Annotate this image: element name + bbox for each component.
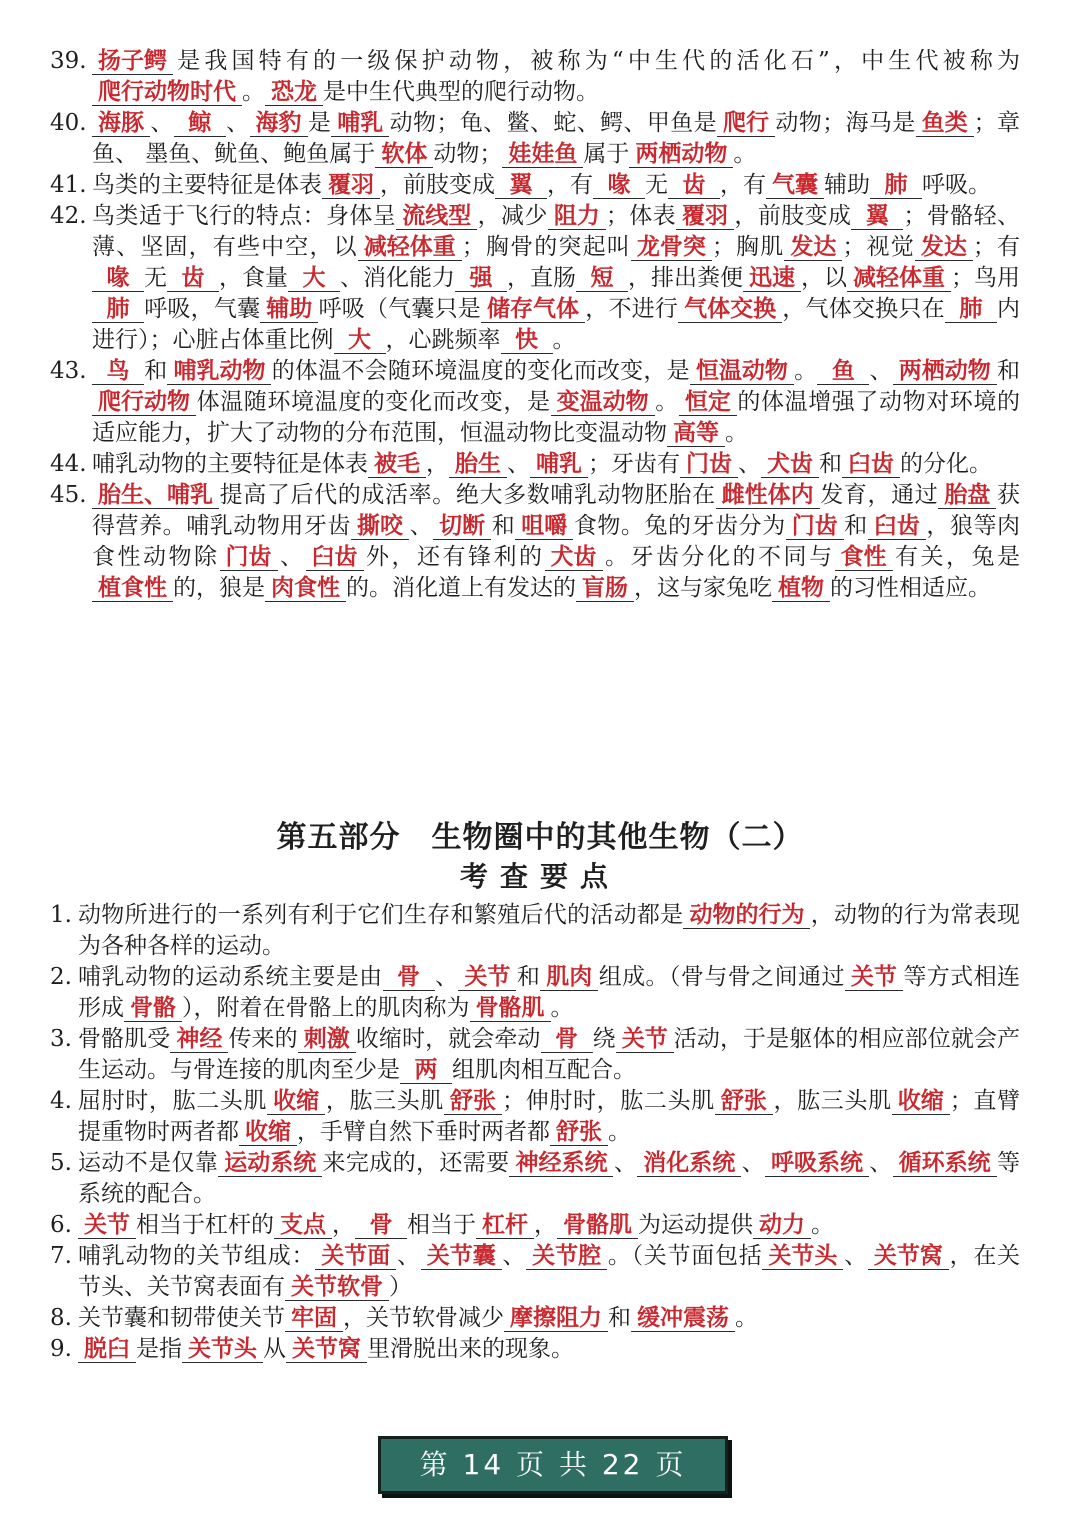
answer-blank: 肺 [870,172,922,199]
text-run: 动物；龟、鳖、蛇、鳄、甲鱼是 [389,110,717,136]
answer-blank: 翼 [495,172,547,199]
answer-blank: 被毛 [368,451,426,478]
text-run: 鸟类适于飞行的特点：身体呈 [92,203,397,229]
text-run: 和 [996,358,1021,384]
answer-blank: 缓冲震荡 [631,1305,735,1332]
text-run: 、 [507,451,530,477]
text-run: ，前肢变成 [380,172,495,198]
answer-blank: 骨骼肌 [470,995,551,1022]
text-run: 无 [144,265,167,291]
text-run: 是中生代典型的爬行动物。 [323,79,599,105]
text-run: ，肱三头肌 [772,1088,892,1114]
text-run: 和 [144,358,168,384]
text-run: 的习性相适应。 [830,575,991,601]
text-run: 相当于杠杆的 [136,1212,274,1238]
answer-blank: 关节窝 [868,1243,949,1270]
item-text [92,480,1020,604]
text-run: ；有 [972,234,1021,260]
answer-blank: 动力 [753,1212,811,1239]
item-text [92,46,1020,108]
answer-blank: 关节窝 [286,1336,367,1363]
text-run: 里滑脱出来的现象。 [367,1336,574,1362]
answer-blank: 骨 [355,1212,407,1239]
answer-blank: 臼齿 [842,451,900,478]
item-number: 45. [50,482,87,508]
text-run: 是 [307,110,332,136]
answer-blank: 鱼类 [916,110,974,137]
text-run: 、 [225,110,250,136]
item-number: 4. [50,1088,72,1114]
answer-blank: 臼齿 [868,513,926,540]
answer-blank: 骨 [541,1026,593,1053]
text-run: 等方式相连形成 [78,964,1021,1021]
item-number: 1. [50,902,72,928]
item-number: 44. [50,451,87,477]
text-run: ，气体交换只在 [782,296,945,322]
text-run: 食物。兔的牙齿分为 [573,513,786,539]
text-run: 。 [608,1119,631,1145]
answer-blank: 门齿 [220,544,278,571]
answer-blank: 关节 [845,964,903,991]
text-run: 是我国特有的一级保护动物，被称为“中生代的活化石”，中生代被称为 [173,48,1020,74]
item-text [92,449,1020,480]
text-run: 运动不是仅靠 [78,1150,219,1176]
text-run: ，动物的行为常表现为各种各样的运动。 [78,902,1021,959]
text-run: 从 [263,1336,286,1362]
answer-blank: 胎生 [449,451,507,478]
text-run: 。 [735,1305,758,1331]
text-run: 动物； [433,141,503,167]
list-item [50,480,1020,604]
list-item [50,1024,1020,1086]
list-item [50,170,1020,201]
text-run: 绕 [592,1026,616,1052]
answer-blank: 舒张 [715,1088,773,1115]
text-run: ，这与家兔吃 [634,575,772,601]
text-run: 。 [733,141,757,167]
text-run: 的，狼是 [173,575,265,601]
text-run: 为运动提供 [638,1212,753,1238]
answer-blank: 关节头 [182,1336,263,1363]
answer-blank: 骨 [383,964,435,991]
answer-blank: 辅助 [260,296,318,323]
text-run: ；伸肘时，肱二头肌 [502,1088,715,1114]
list-item [50,356,1020,449]
answer-blank: 关节囊 [421,1243,502,1270]
answer-blank: 哺乳 [530,451,588,478]
list-item [50,1086,1020,1148]
answer-blank: 流线型 [396,203,477,230]
text-run: 呼吸，气囊 [144,296,261,322]
answer-blank: 关节 [616,1026,674,1053]
text-run: 获得营养。哺乳动物用牙齿 [92,482,1021,539]
answer-blank: 鱼 [817,358,869,385]
text-run: 组肌肉相互配合。 [452,1057,636,1083]
answer-blank: 气囊 [766,172,824,199]
item-text [92,201,1020,356]
answer-blank: 关节头 [762,1243,843,1270]
answer-blank: 强 [455,265,507,292]
answer-blank: 软体 [375,141,433,168]
text-run: 、 [868,1150,893,1176]
text-run: ， [332,1212,355,1238]
text-run: 。 [242,79,265,105]
text-run: 、 [843,1243,868,1269]
text-run: 无 [645,172,668,198]
text-run: 来完成的，还需要 [322,1150,510,1176]
text-run: ），附着在骨骼上的肌肉称为 [182,995,470,1021]
item-text [78,1024,1020,1086]
answer-blank: 盲肠 [576,575,634,602]
text-run: ；章鱼、 墨鱼、鱿鱼、鲍鱼属于 [92,110,1021,167]
text-run: 哺乳动物的运动系统主要是由 [78,964,383,990]
answer-blank: 爬行动物 [92,389,196,416]
answer-blank: 肺 [92,296,144,323]
answer-blank: 两 [400,1057,452,1084]
answer-blank: 胎盘 [938,482,996,509]
text-run: 的分化。 [900,451,992,477]
answer-blank: 快 [501,327,553,354]
text-run: 关节囊和韧带使关节 [78,1305,285,1331]
text-run: ；直臂提重物时两者都 [78,1088,1021,1145]
text-run: 、 [869,358,893,384]
item-text [78,1086,1020,1148]
text-run: ， [426,451,449,477]
answer-blank: 运动系统 [218,1150,322,1177]
answer-blank: 阻力 [548,203,606,230]
answer-blank: 牢固 [285,1305,343,1332]
item-number: 43. [50,358,87,384]
answer-blank: 齿 [668,172,720,199]
answer-blank: 扬子鳄 [92,48,173,75]
answer-blank: 恐龙 [265,79,323,106]
text-run: 外，还有锋利的 [363,544,545,570]
answer-blank: 咀嚼 [515,513,573,540]
text-run: 有关，兔是 [892,544,1020,570]
section-title: 第五部分 生物圈中的其他生物（二） [276,820,804,855]
item-number: 7. [50,1243,72,1269]
answer-blank: 高等 [667,420,725,447]
answer-blank: 娃娃鱼 [502,141,583,168]
answer-blank: 支点 [274,1212,332,1239]
answer-blank: 肌肉 [540,964,598,991]
list-item [50,108,1020,170]
list-item [50,449,1020,480]
text-run: 发育，通过 [819,482,939,508]
text-run: 辅助 [824,172,870,198]
list-item [50,1303,1020,1334]
answer-blank: 气体交换 [678,296,782,323]
text-run: 、消化能力 [340,265,455,291]
answer-blank: 减轻体重 [847,265,951,292]
answer-blank: 食性 [835,544,893,571]
text-run: 屈肘时，肱二头肌 [78,1088,268,1114]
list-item [50,962,1020,1024]
answer-blank: 循环系统 [893,1150,997,1177]
text-run: 和 [516,964,541,990]
answer-blank: 变温动物 [551,389,655,416]
text-run: ；骨骼轻、薄、坚固，有些中空，以 [92,203,1021,260]
answer-blank: 翼 [851,203,903,230]
text-run: ，以 [801,265,847,291]
answer-blank: 脱臼 [78,1336,136,1363]
list-item [50,201,1020,356]
text-run: 鸟类的主要特征是体表 [92,172,322,198]
answer-blank: 雌性体内 [716,482,820,509]
text-run: 哺乳动物的主要特征是体表 [92,451,368,477]
text-run: 和 [491,513,516,539]
answer-blank: 犬齿 [545,544,603,571]
answer-blank: 哺乳动物 [167,358,271,385]
text-run: ，直肠 [507,265,576,291]
text-run: ，在关节头、关节窝表面有 [78,1243,1021,1300]
text-run: 等系统的配合。 [78,1150,1021,1207]
text-run: ；体表 [605,203,677,229]
answer-blank: 关节面 [315,1243,396,1270]
answer-blank: 神经系统 [509,1150,613,1177]
text-run: 、 [741,1150,765,1176]
item-number: 8. [50,1305,72,1331]
text-run: ） [389,1274,412,1300]
text-run: ；牙齿有 [588,451,680,477]
answer-blank: 发达 [784,234,842,261]
answer-blank: 喙 [92,265,144,292]
item-text [78,900,1020,962]
answer-blank: 植物 [772,575,830,602]
item-number: 41. [50,172,87,198]
answer-blank: 动物的行为 [683,902,810,929]
answer-blank: 海豹 [250,110,308,137]
text-run: ，肱三头肌 [325,1088,445,1114]
text-run: ，心跳频率 [385,327,501,353]
item-text [92,356,1020,449]
list-item [50,1241,1020,1303]
text-run: 。 [725,420,748,446]
answer-blank: 神经 [170,1026,228,1053]
text-run: 的。消化道上有发达的 [346,575,576,601]
list-item [50,900,1020,962]
answer-blank: 门齿 [680,451,738,478]
answer-blank: 收缩 [892,1088,950,1115]
text-run: 组成。（骨与骨之间通过 [598,964,845,990]
answer-blank: 恒定 [679,389,737,416]
answer-blank: 关节软骨 [285,1274,389,1301]
text-run: ，关节软骨减少 [343,1305,504,1331]
text-run: 、 [277,544,306,570]
answer-blank: 减轻体重 [358,234,462,261]
answer-blank: 撕咬 [351,513,409,540]
answer-blank: 鸟 [92,358,144,385]
answer-blank: 大 [288,265,340,292]
item-text [92,170,1020,201]
text-run: 和 [819,451,842,477]
text-run: 动物所进行的一系列有利于它们生存和繁殖后代的活动都是 [78,902,684,928]
answer-blank: 爬行动物时代 [92,79,242,106]
text-run: ，有 [720,172,766,198]
page-number-badge: 第 14 页 共 22 页 [378,1436,728,1494]
text-run: 哺乳动物的关节组成： [78,1243,316,1269]
answer-blank: 摩擦阻力 [504,1305,608,1332]
item-text [78,1241,1020,1303]
answer-blank: 呼吸系统 [765,1150,869,1177]
text-run: 、 [501,1243,527,1269]
item-number: 40. [50,110,87,136]
answer-blank: 骨骼肌 [557,1212,638,1239]
item-text [92,108,1020,170]
text-run: 和 [608,1305,631,1331]
answer-blank: 龙骨突 [631,234,712,261]
text-run: 活动，于是躯体的相应部位就会产生运动。与骨连接的肌肉至少是 [78,1026,1021,1083]
part4-item-list [50,46,1020,604]
text-run: 的体温不会随环境温度的变化而改变，是 [271,358,690,384]
text-run: 传来的 [228,1026,298,1052]
text-run: 动物；海马是 [775,110,916,136]
answer-blank: 迅速 [743,265,801,292]
answer-blank: 门齿 [786,513,844,540]
text-run: 的体温增强了动物对环境的适应能力，扩大了动物的分布范围，恒温动物比变温动物 [92,389,1021,446]
text-run: 骨骼肌受 [78,1026,171,1052]
answer-blank: 关节 [458,964,516,991]
text-run: 。 [811,1212,834,1238]
answer-blank: 收缩 [239,1119,297,1146]
answer-blank: 舒张 [550,1119,608,1146]
text-run: 内进行）；心脏占体重比例 [92,296,1021,353]
text-run: ，减少 [477,203,548,229]
answer-blank: 覆羽 [676,203,734,230]
text-run: 。 [793,358,818,384]
answer-blank: 臼齿 [306,544,364,571]
text-run: 、 [396,1243,421,1269]
answer-blank: 关节 [78,1212,136,1239]
text-run: 相当于 [407,1212,476,1238]
answer-blank: 植食性 [92,575,173,602]
text-run: 、 [613,1150,638,1176]
text-run: 、 [434,964,459,990]
answer-blank: 消化系统 [637,1150,741,1177]
list-item [50,1210,1020,1241]
text-run: ，排出粪便 [628,265,743,291]
part5-item-list [50,900,1020,1365]
list-item [50,1148,1020,1210]
answer-blank: 肺 [945,296,997,323]
text-run: 、 [150,110,174,136]
item-text [78,1148,1020,1210]
answer-blank: 储存气体 [481,296,585,323]
item-text [78,962,1020,1024]
answer-blank: 发达 [915,234,973,261]
item-text [78,1334,1020,1365]
text-run: 。 [654,389,679,415]
answer-blank: 海豚 [92,110,150,137]
text-run: 。 [552,327,576,353]
text-run: ；胸肌 [711,234,785,260]
answer-blank: 两栖动物 [893,358,997,385]
text-run: 、 [409,513,434,539]
answer-blank: 哺乳 [331,110,389,137]
answer-blank: 喙 [593,172,645,199]
item-number: 6. [50,1212,72,1238]
answer-blank: 胎生、哺乳 [92,482,219,509]
answer-blank: 犬齿 [761,451,819,478]
answer-blank: 爬行 [717,110,775,137]
text-run: 和 [843,513,868,539]
text-run: ；视觉 [842,234,915,260]
item-number: 3. [50,1026,72,1052]
text-run: 体温随环境温度的变化而改变，是 [196,389,551,415]
text-run: 是指 [136,1336,182,1362]
text-run: 。 [550,995,574,1021]
answer-blank: 覆羽 [322,172,380,199]
text-run: 收缩时，就会牵动 [355,1026,541,1052]
text-run: ，有 [547,172,593,198]
text-run: 。（关节面包括 [607,1243,763,1269]
answer-blank: 刺激 [298,1026,356,1053]
text-run: 提高了后代的成活率。绝大多数哺乳动物胚胎在 [219,482,716,508]
text-run: 属于 [583,141,630,167]
answer-blank: 两栖动物 [629,141,733,168]
text-run: ， [534,1212,557,1238]
text-run: ，前肢变成 [734,203,852,229]
text-run: ；胸骨的突起叫 [461,234,631,260]
text-run: 呼吸。 [922,172,991,198]
item-number: 5. [50,1150,72,1176]
text-run: ，不进行 [585,296,679,322]
answer-blank: 短 [576,265,628,292]
answer-blank: 杠杆 [476,1212,534,1239]
list-item [50,46,1020,108]
item-text [78,1303,1020,1334]
answer-blank: 肉食性 [265,575,346,602]
answer-blank: 切断 [433,513,491,540]
section-subtitle: 考查要点 [459,860,620,893]
answer-blank: 骨骼 [124,995,182,1022]
list-item [50,1334,1020,1365]
item-text [78,1210,1020,1241]
item-number: 39. [50,48,87,74]
text-run: 呼吸（气囊只是 [318,296,482,322]
text-run: ，手臂自然下垂时两者都 [297,1119,550,1145]
text-run: 。牙齿分化的不同与 [602,544,835,570]
answer-blank: 关节腔 [526,1243,607,1270]
answer-blank: 齿 [167,265,219,292]
answer-blank: 恒温动物 [690,358,794,385]
item-number: 42. [50,203,87,229]
item-number: 9. [50,1336,72,1362]
item-number: 2. [50,964,72,990]
answer-blank: 鲸 [174,110,226,137]
answer-blank: 收缩 [267,1088,325,1115]
text-run: ，狼等肉食性动物除 [92,513,1021,570]
text-run: ，食量 [219,265,288,291]
answer-blank: 大 [334,327,386,354]
text-run: 、 [738,451,761,477]
text-run: ；鸟用 [951,265,1020,291]
answer-blank: 舒张 [444,1088,502,1115]
